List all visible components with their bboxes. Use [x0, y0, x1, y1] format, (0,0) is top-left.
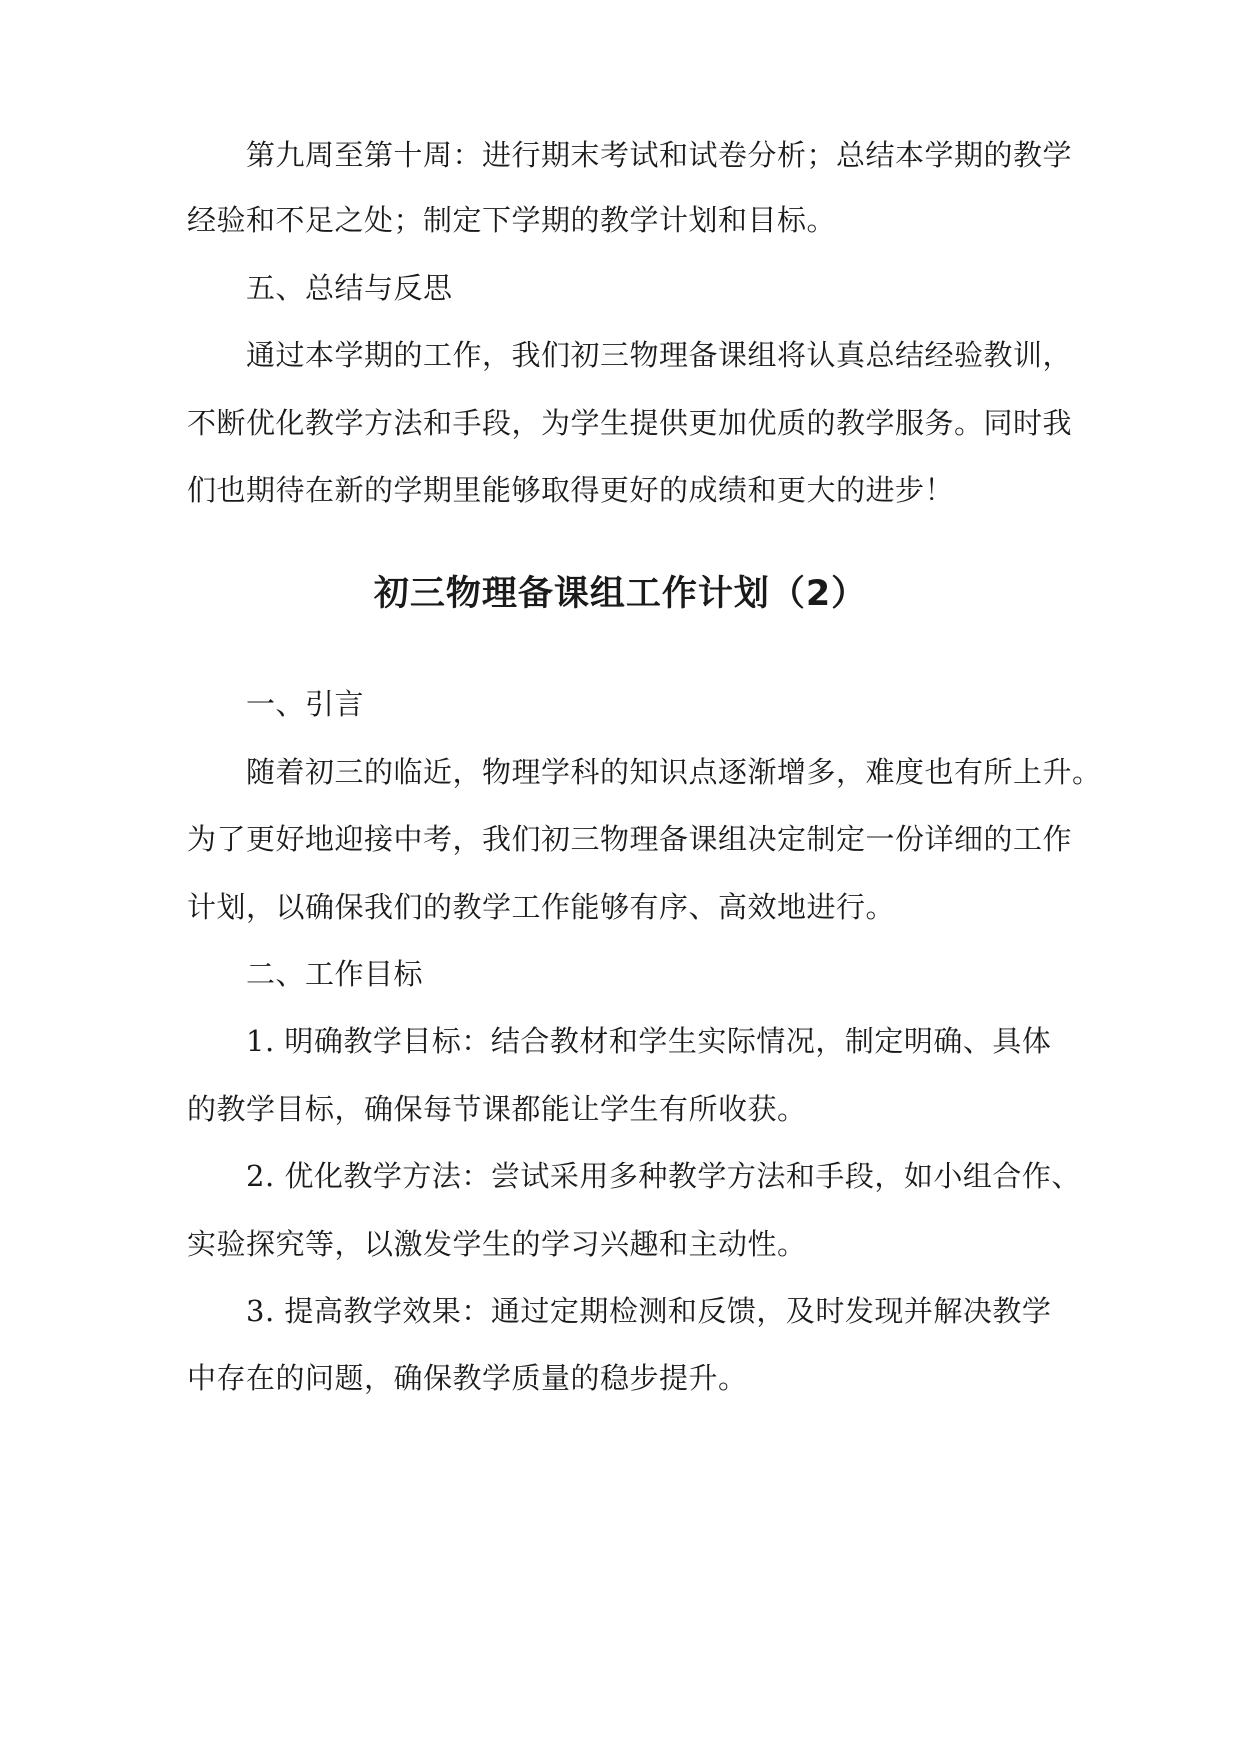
paragraph-intro-line3: 计划，以确保我们的教学工作能够有序、高效地进行。: [187, 890, 896, 924]
paragraph-summary-line2: 不断优化教学方法和手段，为学生提供更加优质的教学服务。同时我: [187, 406, 1073, 440]
document-title: 初三物理备课组工作计划（2）: [373, 574, 868, 614]
section-heading-summary: 五、总结与反思: [246, 271, 453, 305]
paragraph-week9-10-line2: 经验和不足之处；制定下学期的教学计划和目标。: [187, 203, 837, 237]
paragraph-summary-line3: 们也期待在新的学期里能够取得更好的成绩和更大的进步！: [187, 473, 955, 507]
goal-1-line2: 的教学目标，确保每节课都能让学生有所收获。: [187, 1092, 807, 1126]
goal-2-line1: 2. 优化教学方法：尝试采用多种教学方法和手段，如小组合作、: [246, 1159, 1081, 1193]
paragraph-intro-line1: 随着初三的临近，物理学科的知识点逐渐增多，难度也有所上升。: [246, 755, 1102, 789]
goal-1-line1: 1. 明确教学目标：结合教材和学生实际情况，制定明确、具体: [246, 1024, 1052, 1058]
goal-3-line1: 3. 提高教学效果：通过定期检测和反馈，及时发现并解决教学: [246, 1294, 1052, 1328]
paragraph-intro-line2: 为了更好地迎接中考，我们初三物理备课组决定制定一份详细的工作: [187, 822, 1073, 856]
section-heading-intro: 一、引言: [246, 687, 365, 721]
paragraph-summary-line1: 通过本学期的工作，我们初三物理备课组将认真总结经验教训，: [246, 338, 1073, 372]
goal-3-line2: 中存在的问题，确保教学质量的稳步提升。: [187, 1361, 748, 1395]
paragraph-week9-10-line1: 第九周至第十周：进行期末考试和试卷分析；总结本学期的教学: [246, 138, 1073, 172]
goal-2-line2: 实验探究等，以激发学生的学习兴趣和主动性。: [187, 1227, 807, 1261]
section-heading-goals: 二、工作目标: [246, 957, 424, 991]
